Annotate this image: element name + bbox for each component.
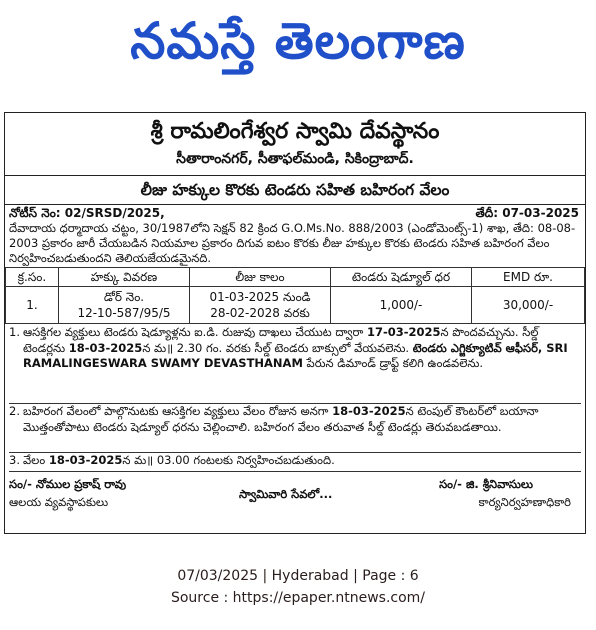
condition-text: బహిరంగ వేలంలో పాల్గొనుటకు ఆసక్తిగల వ్యక్తులు వేలం రోజున అనగా: [23, 404, 333, 418]
cell-period-end: 28-02-2028 వరకు: [210, 306, 310, 320]
temple-name: శ్రీ రామలింగేశ్వర స్వామి దేవస్థానం: [150, 119, 440, 144]
notice-number: నోటీస్ నెం: 02/SRSD/2025,: [9, 206, 165, 220]
cell-period-start: 01-03-2025 నుండి: [209, 290, 311, 304]
tender-table: [5, 267, 585, 324]
condition-number: 1.: [9, 325, 20, 339]
conditions-list: [5, 324, 585, 473]
cell-emd: 30,000/-: [472, 287, 585, 324]
cell-schedule-price: 1,000/-: [331, 287, 472, 324]
condition-text: ఆసక్తిగల వ్యక్తులు టెండరు షెడ్యూళ్లను ఐ.డి. రుజువు దాఖలు చేయుట ద్వారా: [23, 325, 367, 339]
condition-date: 17-03-2025: [366, 325, 441, 339]
intro-paragraph: దేవాదాయ ధర్మాదాయ చట్టం, 30/1987లోని సెక్షన్ 82 క్రింద G.O.Ms.No. 888/2003 (ఎండోమెంట్స్-1) శాఖ, తేది: 08-08-2003 ప్రకారం జారీ చేయబడిన నియమాల ప్రకారం దిగువ ఐటం కొరకు లీజు హక్కుల కొరకు టెండరు సహిత బహిరంగ వేలం నిర్వహించబడుతుందని తెలియజేయడమైనది.: [9, 221, 576, 265]
ad-header: [5, 113, 585, 176]
col-header-schedule-price: టెండరు షెడ్యూల్ ధర: [331, 268, 472, 287]
condition-date: 18-03-2025: [332, 404, 406, 418]
col-header-lease-period: లీజు కాలం: [190, 268, 331, 287]
condition-date: 18-03-2025: [68, 340, 143, 355]
notice-date: తేదీ: 07-03-2025: [475, 206, 579, 220]
cell-sno: 1.: [6, 287, 59, 324]
condition-item-2: [9, 404, 581, 453]
condition-text: న మ॥ 03.00 గంటలకు నిర్వహించబడుతుంది.: [122, 453, 335, 467]
notice-line: [5, 205, 585, 221]
col-header-sno: క్ర.సం.: [6, 268, 59, 287]
table-row: [6, 287, 585, 324]
founder-title: ఆలయ వ్యవస్థాపకులు: [9, 495, 109, 509]
col-header-description: హక్కు వివరణ: [59, 268, 190, 287]
condition-item-1: [9, 325, 581, 404]
service-line: స్వామివారి సేవలో...: [239, 487, 333, 501]
condition-text: న మ॥ 2.30 గం. వరకు సీల్డ్ టెండరు బాక్సులో వేయవలెను.: [142, 340, 413, 355]
temple-address: సీతారాంనగర్, సీతాఫల్‌మండి, సికింద్రాబాద్.: [176, 151, 414, 167]
tender-advertisement: [4, 112, 586, 534]
cell-description-line2: 12-10-587/95/5: [77, 306, 171, 320]
cell-description-line1: డోర్ నెం.: [103, 290, 145, 304]
col-header-emd: EMD రూ.: [472, 268, 585, 287]
condition-text: న పొందవచ్చును. సీల్డ్ టెండర్లను: [23, 325, 539, 355]
officer-title: కార్యనిర్వహణాధికారి: [478, 495, 571, 509]
cell-description: [59, 287, 190, 324]
condition-item-3: [9, 453, 581, 472]
condition-text: పేరున డిమాండ్ డ్రాఫ్ట్ కలిగి ఉండవలెను.: [302, 356, 484, 370]
source-link: Source : https://epaper.ntnews.com/: [170, 590, 426, 606]
condition-date: 18-03-2025: [48, 453, 123, 467]
condition-text: న టెంపుల్ కౌంటర్‌లో బయానా మొత్తంతోపాటు టెండరు షెడ్యూల్ ధరను చెల్లించాలి. బహిరంగ వేలం తరువాత సీల్డ్ టెండర్లు తెరువబడతాయి.: [23, 404, 539, 434]
table-header-row: [6, 268, 585, 287]
cell-lease-period: [190, 287, 331, 324]
officer-signature: సం/- జి. శ్రీనివాసులు: [439, 477, 533, 491]
condition-number: 3.: [9, 453, 20, 467]
condition-number: 2.: [9, 404, 20, 418]
condition-payee: టెండరు ఎగ్జిక్యూటివ్ ఆఫీసర్, SRI RAMALINGESWARA SWAMY DEVASTHANAM: [23, 340, 568, 370]
ad-subject: లీజు హక్కుల కొరకు టెండరు సహిత బహిరంగ వేలం: [5, 176, 585, 205]
edition-info: 07/03/2025 | Hyderabad | Page : 6: [177, 568, 419, 584]
founder-signature: సం/- నోముల ప్రకాష్ రావు: [9, 477, 127, 491]
newspaper-masthead: నమస్తే తెలంగాణ: [130, 11, 466, 70]
ad-footer: [5, 473, 585, 515]
condition-text: వేలం: [23, 453, 49, 467]
